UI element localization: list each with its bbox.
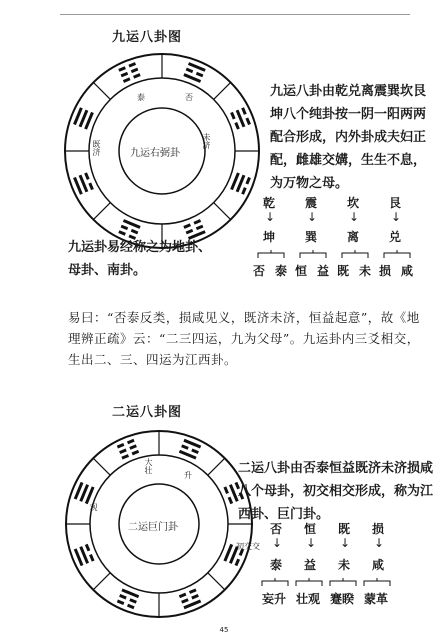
trigram-line — [80, 175, 87, 192]
trigram-line — [86, 173, 89, 179]
section2-paragraph: 二运八卦由否泰恒益既济未济损咸八个母卦，初交相交形成，称为江西卦、巨门卦。 — [238, 461, 434, 522]
quote-paragraph: 易曰：“否泰反类，损咸见义，既济未济，恒益起意”，故《地理辨正疏》云：“二三四运，九为父母”。九运卦内三爻相交，生出二、三、四运为江西卦。 — [68, 310, 420, 367]
result-1: 否 — [253, 264, 266, 278]
trigram-line — [119, 232, 125, 235]
trigram-line — [225, 544, 232, 561]
wheel-1-label-top-right: 否 — [185, 93, 193, 102]
trigram-line — [134, 75, 140, 78]
initial-swap-label: 初交交 — [236, 542, 260, 551]
trigram-line — [123, 79, 129, 82]
trigram-line — [196, 226, 202, 229]
trigram-line — [130, 600, 136, 603]
pair-top-2: 震 — [305, 196, 318, 210]
down-arrow-icon: ↓ — [391, 210, 402, 224]
trigram-line — [236, 123, 239, 129]
trigram-line — [247, 118, 250, 124]
result-3: 恒 — [295, 264, 308, 278]
trigram-line — [130, 446, 136, 449]
trigram-line — [131, 69, 137, 72]
trigram-line — [75, 482, 82, 499]
row-top-4: 损 — [372, 522, 385, 536]
trigram-line — [86, 487, 93, 504]
trigram-line — [192, 450, 198, 453]
trigram-line — [90, 555, 93, 561]
down-arrow-icon: ↓ — [374, 536, 385, 550]
trigram-line — [122, 455, 128, 458]
down-arrow-icon: ↓ — [340, 536, 351, 550]
result-4: 益 — [317, 264, 330, 278]
trigram-line — [117, 601, 123, 604]
pair-top-1: 乾 — [263, 196, 276, 210]
trigram-line — [179, 451, 196, 458]
pair-top-4: 艮 — [389, 196, 402, 210]
trigram-line — [182, 600, 188, 603]
pair-top-3: 坎 — [347, 196, 360, 210]
result2-2: 壮观 — [296, 592, 321, 606]
trigram-line — [196, 73, 202, 76]
trigram-line — [184, 440, 201, 447]
trigram-line — [232, 112, 235, 118]
row-mid-2: 益 — [304, 558, 317, 572]
result2-1: 妄升 — [262, 592, 287, 606]
trigram-line — [121, 73, 127, 76]
result2-4: 蒙革 — [364, 592, 389, 606]
trigram-line — [122, 590, 139, 597]
wheel-2-center-label: 二运巨门卦 — [128, 522, 178, 533]
wheel-2-label-left: 观 — [89, 503, 98, 511]
trigram-line — [80, 110, 87, 127]
trigram-line — [131, 230, 137, 233]
down-arrow-icon: ↓ — [349, 210, 360, 224]
result-6: 未 — [359, 264, 372, 278]
row-top-1: 否 — [270, 522, 283, 536]
trigram-line — [232, 173, 239, 190]
trigram-line — [243, 108, 246, 114]
trigram-line — [120, 450, 126, 453]
trigram-line — [186, 230, 192, 233]
pair-bottom-3: 离 — [347, 230, 360, 244]
trigram-line — [184, 225, 190, 228]
trigram-line — [75, 549, 82, 566]
down-arrow-icon: ↓ — [306, 536, 317, 550]
down-arrow-icon: ↓ — [265, 210, 276, 224]
wheel-1-label-right-upper: 未济 — [202, 133, 211, 149]
page-number: 45 — [219, 626, 229, 634]
trigram-line — [128, 605, 134, 608]
wheel-2-label-top-right: 升 — [184, 471, 192, 480]
trigram-line — [129, 63, 135, 66]
result-8: 咸 — [401, 264, 414, 278]
trigram-line — [182, 446, 188, 449]
trigram-line — [123, 221, 140, 228]
trigram-line — [90, 183, 93, 189]
trigram-line — [236, 559, 239, 565]
trigram-line — [243, 188, 246, 194]
row-top-3: 既 — [338, 522, 351, 536]
section2-brackets — [262, 578, 390, 586]
result-7: 损 — [379, 264, 392, 278]
wheel-1-label-top: 泰 — [137, 93, 145, 102]
trigram-line — [74, 108, 81, 125]
row-mid-1: 泰 — [270, 558, 283, 572]
trigram-line — [74, 178, 81, 195]
trigram-line — [179, 594, 185, 597]
wheel-2-label-top: 大壮 — [144, 458, 153, 474]
pair-bottom-2: 巽 — [305, 230, 318, 244]
trigram-line — [128, 440, 134, 443]
section1-caption: 九运卦易经称之为地卦、母卦、南卦。 — [68, 240, 212, 278]
trigram-line — [132, 451, 138, 454]
wheel-1-label-left: 既济 — [92, 140, 101, 156]
trigram-line — [120, 595, 126, 598]
section1-brackets — [258, 250, 410, 258]
down-arrow-icon: ↓ — [307, 210, 318, 224]
section2-heading: 二运八卦图 — [112, 405, 183, 420]
trigram-line — [225, 487, 228, 493]
row-top-2: 恒 — [304, 522, 317, 536]
trigram-line — [81, 485, 88, 502]
trigram-line — [86, 112, 93, 129]
trigram-line — [189, 63, 206, 70]
trigram-line — [119, 68, 125, 71]
trigram-line — [81, 547, 88, 564]
trigram-line — [86, 544, 89, 550]
trigram-line — [237, 110, 244, 127]
result-2: 泰 — [275, 264, 288, 278]
pair-bottom-4: 兑 — [389, 230, 402, 244]
trigram-line — [184, 75, 201, 82]
trigram-line — [237, 175, 244, 192]
trigram-line — [186, 69, 192, 72]
trigram-line — [247, 178, 250, 184]
trigram-line — [229, 497, 232, 503]
trigram-line — [121, 226, 127, 229]
result2-3: 蹇睽 — [330, 592, 355, 606]
pair-bottom-1: 坤 — [263, 230, 276, 244]
down-arrow-icon: ↓ — [272, 536, 283, 550]
row-mid-4: 咸 — [372, 558, 385, 572]
trigram-line — [184, 601, 201, 608]
trigram-line — [194, 221, 200, 224]
wheel-1-center-label: 九运右弼卦 — [130, 148, 180, 159]
section1-paragraph: 九运八卦由乾兑离震巽坎艮坤八个纯卦按一阴一阳两两配合形成，内外卦成夫妇正配，雌雄交媾，生生不息，为万物之母。 — [270, 84, 427, 191]
trigram-line — [230, 485, 237, 502]
trigram-line — [192, 595, 198, 598]
section1-heading: 九运八卦图 — [112, 30, 183, 45]
trigram-line — [117, 444, 123, 447]
result-5: 既 — [337, 264, 350, 278]
trigram-line — [190, 590, 196, 593]
row-mid-3: 未 — [338, 558, 351, 572]
